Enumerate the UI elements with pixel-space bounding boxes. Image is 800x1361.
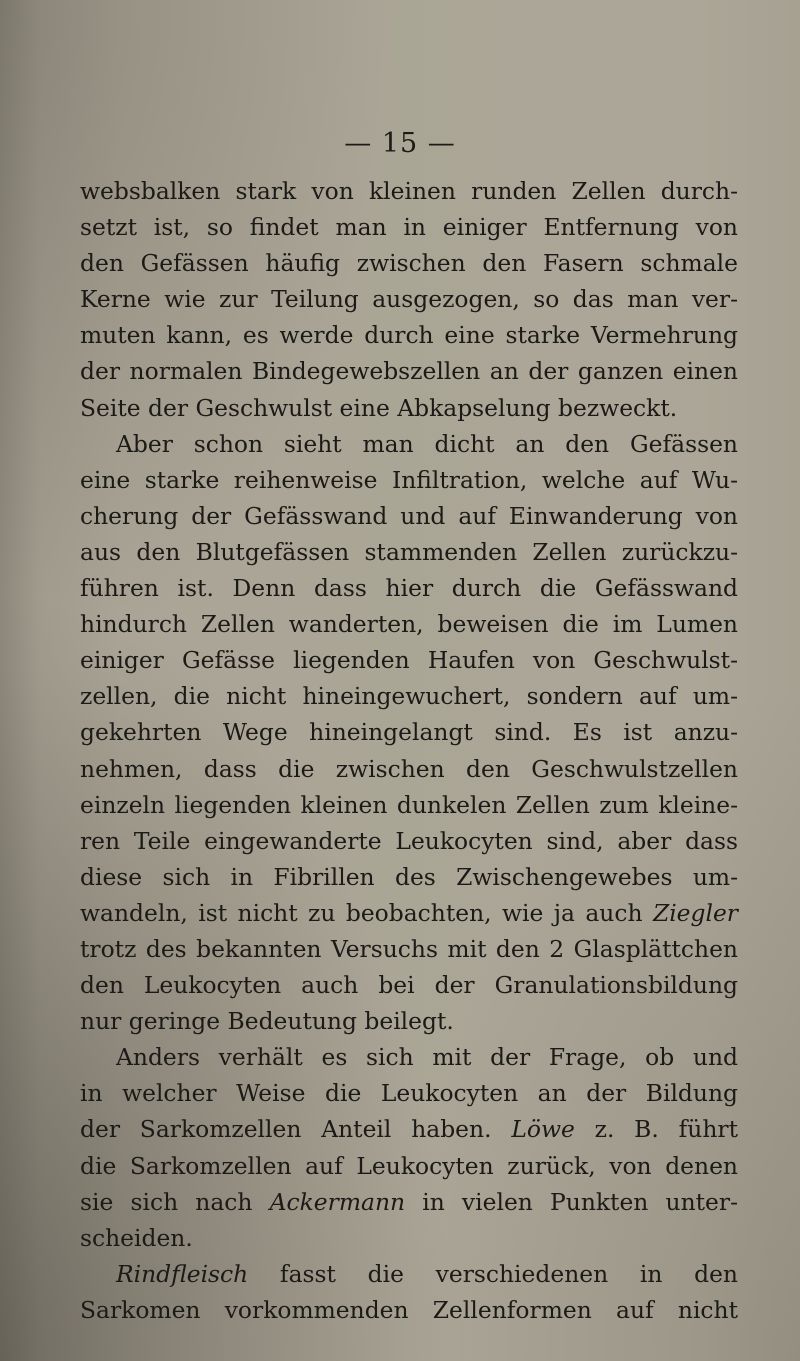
text-line: die Sarkomzellen auf Leukocyten zurück, von denen [80, 1151, 738, 1180]
text-line: Aber schon sieht man dicht an den Gefässen [116, 429, 738, 458]
text-line: hindurch Zellen wanderten, beweisen die im Lumen [80, 610, 738, 639]
text-line: in welcher Weise die Leukocyten an der Bildung [80, 1079, 738, 1108]
text-line: muten kann, es werde durch eine starke Vermehrung [80, 321, 738, 350]
text-line: trotz des bekannten Versuchs mit den 2 Glasplättchen [80, 934, 738, 963]
text-line: aus den Blutgefässen stammenden Zellen zurückzu- [80, 537, 738, 566]
italic-name: Ackermann [269, 1187, 406, 1216]
text-line: Sarkomen vorkommenden Zellenformen auf nicht [80, 1295, 738, 1324]
text-line: gekehrten Wege hineingelangt sind. Es ist anzu- [80, 718, 738, 747]
body-text [80, 173, 738, 1328]
text-run: fasst die verschiedenen in den [248, 1259, 738, 1288]
text-line: eine starke reihenweise Infiltration, welche auf Wu- [80, 465, 738, 494]
text-line: einiger Gefässe liegenden Haufen von Geschwulst- [80, 646, 738, 675]
text-line [80, 1256, 738, 1292]
text-line: Seite der Geschwulst eine Abkapselung bezweckt. [80, 393, 678, 422]
text-run: sie sich nach [80, 1187, 270, 1216]
text-run: der Sarkomzellen Anteil haben. [80, 1115, 512, 1144]
text-line: ren Teile eingewanderte Leukocyten sind, aber dass [80, 826, 738, 855]
text-line: diese sich in Fibrillen des Zwischengewebes um- [80, 862, 738, 891]
text-line [80, 1111, 738, 1147]
text-line [80, 895, 738, 931]
text-run: in vielen Punkten unter- [405, 1187, 738, 1216]
italic-name: Rindfleisch [116, 1259, 249, 1288]
page-number: — 15 — [344, 128, 456, 159]
text-line: websbalken stark von kleinen runden Zellen durch- [80, 177, 738, 205]
text-line: einzeln liegenden kleinen dunkelen Zellen zum kleine- [80, 790, 738, 819]
text-run: wandeln, ist nicht zu beobachten, wie ja auch [80, 898, 653, 927]
text-line: den Leukocyten auch bei der Granulationsbildung [80, 971, 738, 1000]
text-line: nur geringe Bedeutung beilegt. [80, 1007, 454, 1036]
italic-name: Löwe [511, 1115, 575, 1144]
text-line: Anders verhält es sich mit der Frage, ob und [116, 1043, 738, 1072]
text-line: setzt ist, so findet man in einiger Entfernung von [80, 213, 738, 242]
text-line: den Gefässen häufig zwischen den Fasern schmale [80, 249, 738, 278]
text-line: scheiden. [80, 1223, 193, 1252]
text-line [80, 1184, 738, 1220]
text-line: der normalen Bindegewebszellen an der ganzen einen [80, 357, 738, 386]
text-line: zellen, die nicht hineingewuchert, sondern auf um- [80, 682, 738, 711]
text-line: nehmen, dass die zwischen den Geschwulstzellen [80, 754, 738, 783]
italic-name: Ziegler [652, 898, 738, 927]
text-line: führen ist. Denn dass hier durch die Gefässwand [80, 574, 738, 603]
text-line: cherung der Gefässwand und auf Einwanderung von [80, 501, 738, 530]
text-line: Kerne wie zur Teilung ausgezogen, so das man ver- [80, 285, 738, 314]
text-run: z. B. führt [574, 1115, 738, 1144]
